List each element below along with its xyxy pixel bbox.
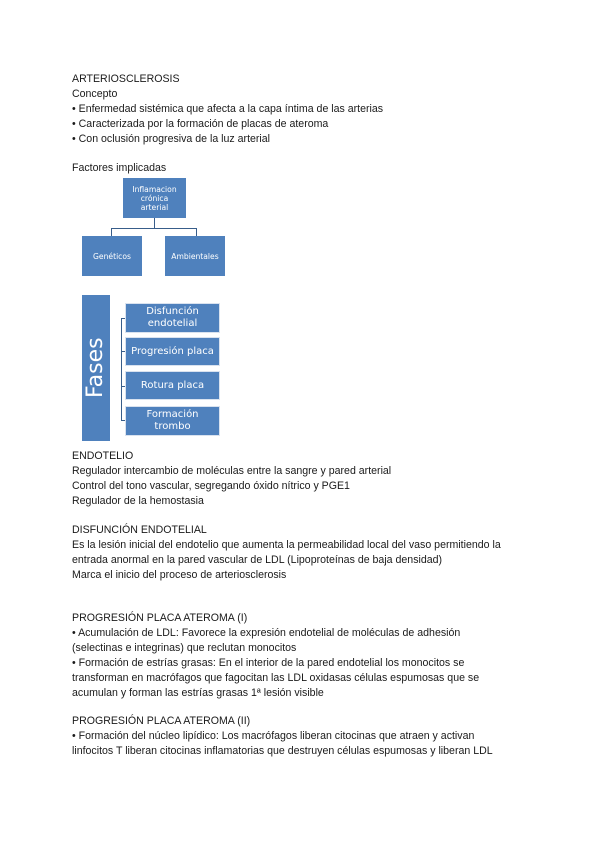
node-label: Genéticos bbox=[93, 251, 131, 261]
section-heading: DISFUNCIÓN ENDOTELIAL bbox=[72, 524, 207, 536]
section-heading: PROGRESIÓN PLACA ATEROMA (I) bbox=[72, 612, 248, 624]
factors-heading: Factores implicadas bbox=[72, 162, 167, 174]
connector-line bbox=[111, 228, 197, 229]
phase-box bbox=[125, 303, 220, 333]
paragraph-line: (selectinas e integrinas) que reclutan monocitos bbox=[72, 642, 297, 654]
phases-connector bbox=[121, 318, 122, 421]
connector-line bbox=[154, 218, 155, 228]
phases-label: Fases bbox=[83, 337, 108, 398]
paragraph-line: Marca el inicio del proceso de arteriosclerosis bbox=[72, 569, 287, 581]
concept-bullet: • Enfermedad sistémica que afecta a la capa íntima de las arterias bbox=[72, 103, 384, 115]
diagram-root-node bbox=[123, 178, 186, 218]
phase-line: Progresión placa bbox=[131, 345, 214, 357]
paragraph-line: transforman en macrófagos que fagocitan las LDL oxidasas células espumosas que se bbox=[72, 672, 480, 684]
paragraph-line: linfocitos T liberan citocinas inflamatorias que destruyen células espumosas y liberan LDL bbox=[72, 745, 493, 757]
connector-line bbox=[111, 228, 112, 236]
phase-box bbox=[125, 337, 220, 366]
paragraph-line: Regulador de la hemostasia bbox=[72, 495, 204, 507]
section-heading: PROGRESIÓN PLACA ATEROMA (II) bbox=[72, 715, 251, 727]
paragraph-line: Regulador intercambio de moléculas entre la sangre y pared arterial bbox=[72, 465, 392, 477]
page-title: ARTERIOSCLEROSIS bbox=[72, 73, 180, 85]
paragraph-line: • Formación del núcleo lipídico: Los macrófagos liberan citocinas que atraen y activan bbox=[72, 730, 475, 742]
concept-bullet: • Con oclusión progresiva de la luz arterial bbox=[72, 133, 271, 145]
phase-line: Disfunción bbox=[146, 306, 199, 317]
paragraph-line: entrada anormal en la pared vascular de LDL (Lipoproteínas de baja densidad) bbox=[72, 554, 443, 566]
diagram-node-ambientales bbox=[165, 236, 225, 276]
phase-box bbox=[125, 371, 220, 400]
root-line: arterial bbox=[140, 202, 169, 212]
phase-line: trombo bbox=[154, 421, 191, 432]
phase-line: endotelial bbox=[147, 318, 198, 329]
concept-label: Concepto bbox=[72, 88, 118, 100]
root-line: crónica bbox=[140, 193, 169, 203]
paragraph-line: Es la lesión inicial del endotelio que aumenta la permeabilidad local del vaso permitiendo la bbox=[72, 539, 501, 551]
root-line: Inflamacion bbox=[132, 184, 177, 194]
paragraph-line: Control del tono vascular, segregando óxido nítrico y PGE1 bbox=[72, 480, 350, 492]
paragraph-line: • Formación de estrías grasas: En el interior de la pared endotelial los monocitos se bbox=[72, 657, 465, 669]
section-heading: ENDOTELIO bbox=[72, 450, 134, 462]
phase-line: Formación bbox=[146, 409, 199, 420]
concept-bullet: • Caracterizada por la formación de placas de ateroma bbox=[72, 118, 329, 130]
phase-line: Rotura placa bbox=[140, 379, 205, 391]
diagram-node-geneticos bbox=[82, 236, 142, 276]
connector-line bbox=[196, 228, 197, 236]
phase-box bbox=[125, 406, 220, 436]
node-label: Ambientales bbox=[171, 251, 219, 261]
paragraph-line: acumulan y forman las estrías grasas 1ª lesión visible bbox=[72, 687, 324, 699]
paragraph-line: • Acumulación de LDL: Favorece la expresión endotelial de moléculas de adhesión bbox=[72, 627, 461, 639]
